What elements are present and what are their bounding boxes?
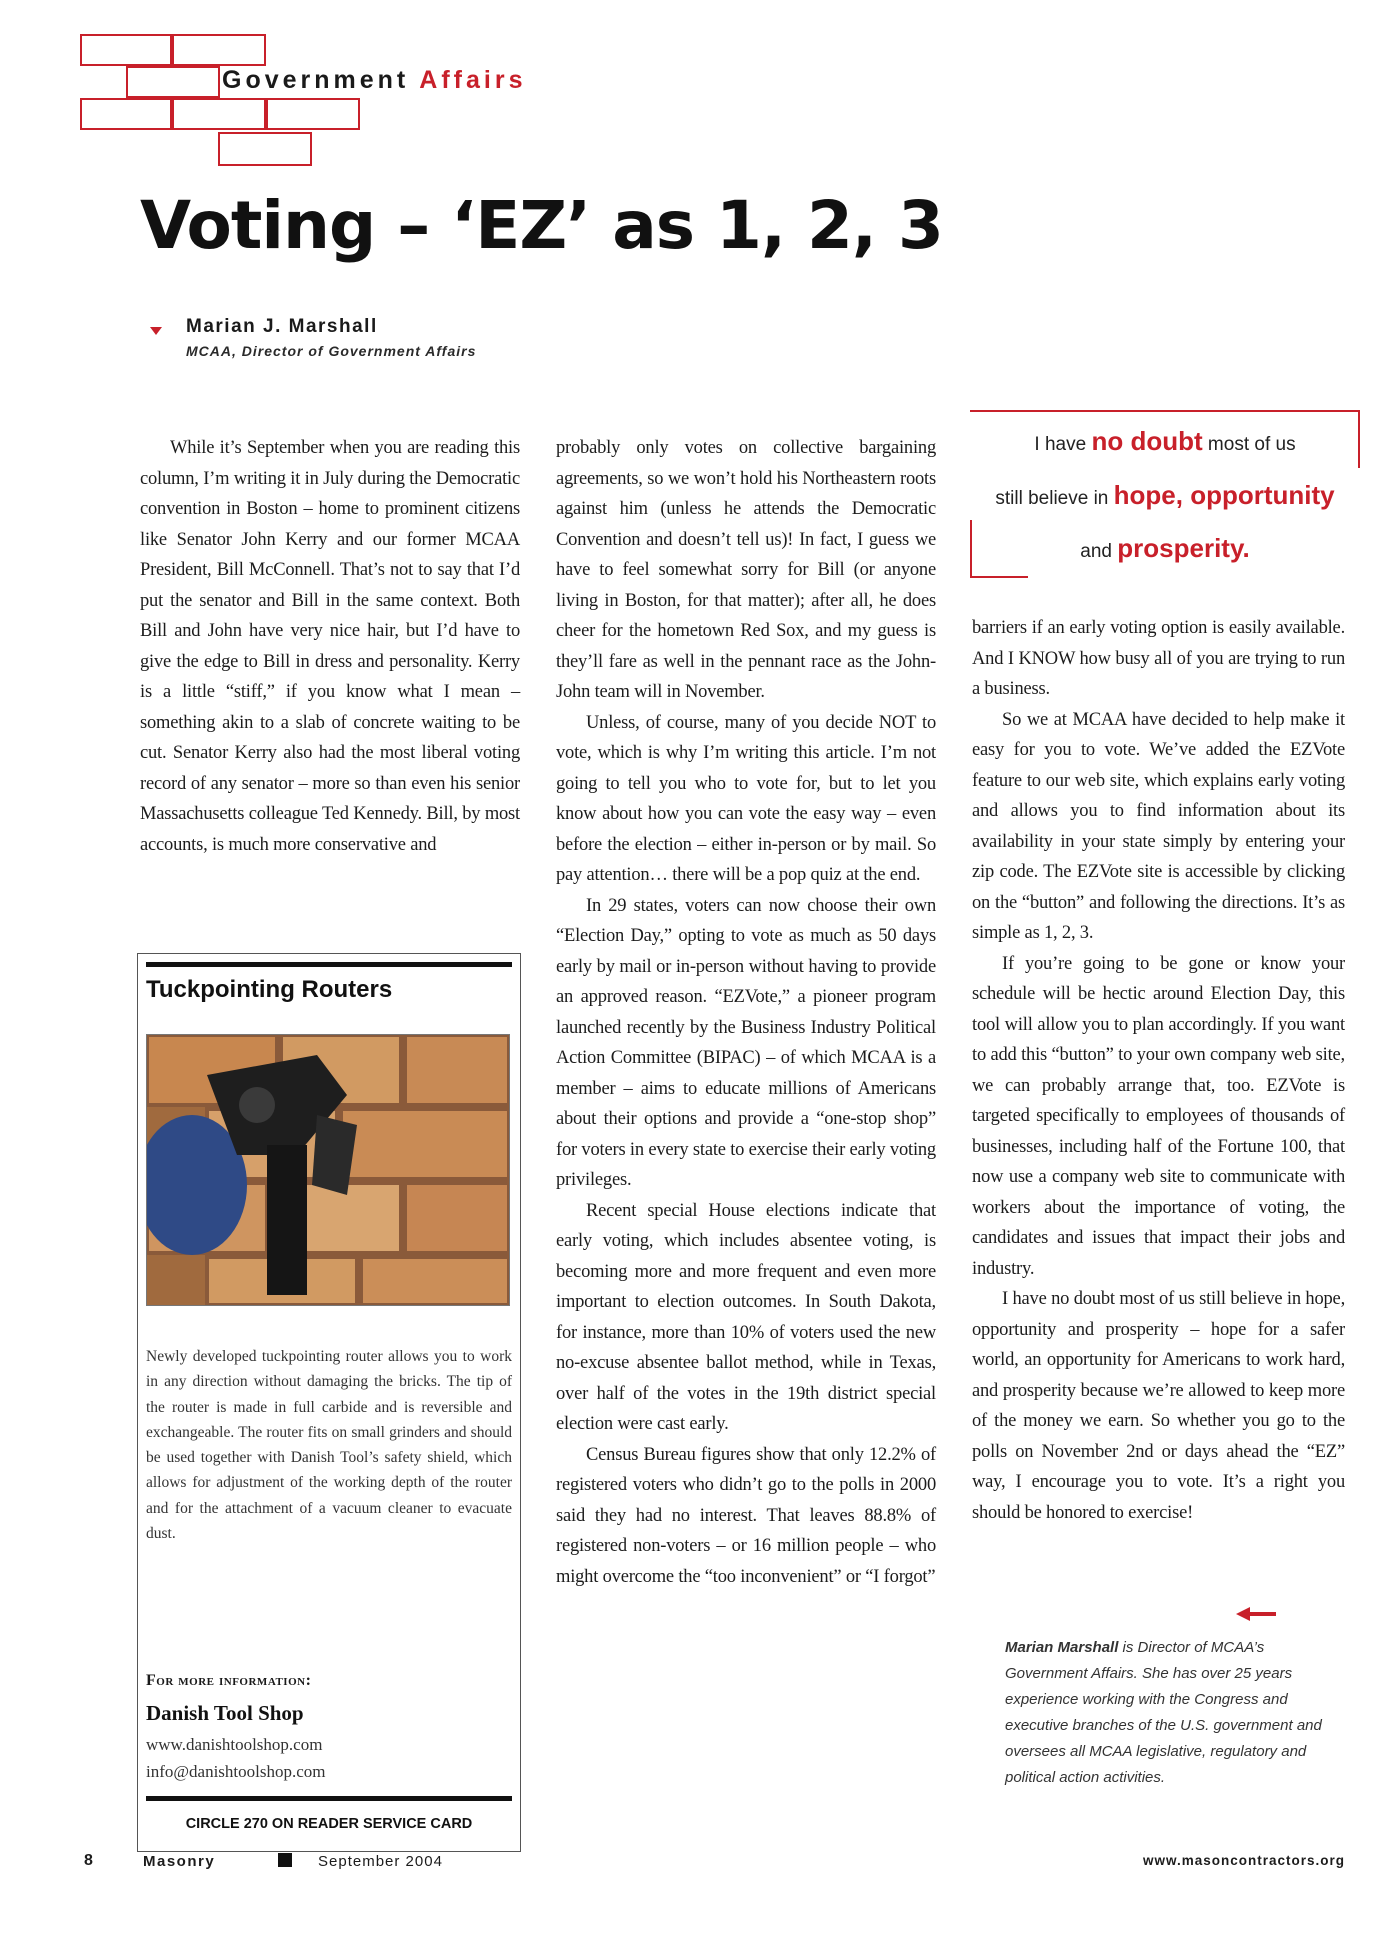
paragraph: Unless, of course, many of you decide NOT to vote, which is why I’m writing this article. I’m not going to tell you who to vote for, but to let you know about how you can vote the easy way – even before the election – either in-person or by mail. So pay attention… there will be a pop quiz at the end. [556, 712, 936, 885]
section-label-word: Government [222, 66, 410, 94]
footer-website-link[interactable]: www.masoncontractors.org [1142, 1853, 1345, 1868]
pull-quote-text: most of us [1202, 434, 1296, 455]
byline-arrow-icon [150, 327, 162, 335]
bio-text: is Director of MCAA’s Government Affairs. She has over 25 years experience working with the Congress and executive branches of the U.S. government and oversees all MCAA legislative, regulatory and political action activities. [1005, 1639, 1322, 1786]
pull-quote-border [970, 576, 1028, 578]
paragraph: barriers if an early voting option is easily available. And I KNOW how busy all of you are trying to run a business. [972, 618, 1345, 699]
section-label-accent: Affairs [419, 66, 527, 94]
pull-quote [970, 410, 1360, 578]
paragraph: While it’s September when you are reading this column, I’m writing it in July during the Democratic convention in Boston – home to prominent citizens like Senator John Kerry and our former MCAA President, Bill McConnell. That’s not to say that I’d put the senator and Bill in the same context. Both Bill and John have very nice hair, but I’d have to give the edge to Bill in dress and personality. Kerry is a little “stiff,” if you know what I mean – something akin to a slab of concrete waiting to be cut. Senator Kerry also had the most liberal voting record of any senator – more so than even his senior Massachusetts colleague Ted Kennedy. Bill, by most accounts, is much more conservative and [140, 438, 520, 855]
page-number: 8 [84, 1852, 93, 1869]
sidebar-rule [146, 962, 512, 967]
pull-quote-line [970, 533, 1360, 564]
author-bio [1005, 1635, 1345, 1791]
article-column-2 [556, 433, 936, 1592]
sidebar-rule [146, 1796, 512, 1801]
pull-quote-text: I have [1034, 434, 1092, 455]
pull-quote-border [970, 410, 1360, 412]
paragraph: In 29 states, voters can now choose their own “Election Day,” opting to vote as much as 50 days early by mail or in-person without having to provide an approved reason. “EZVote,” a pioneer program launched recently by the Business Industry Political Action Committee (BIPAC) – of which MCAA is a member – aims to educate millions of Americans about their options and provide a “one-stop shop” for voters in every state to exercise their early voting privileges. [556, 895, 936, 1190]
logo-brick [172, 98, 266, 130]
sidebar-title: Tuckpointing Routers [146, 976, 393, 1003]
magazine-name: Masonry [143, 1853, 216, 1870]
section-label [222, 66, 526, 95]
more-info-label: For more information: [146, 1672, 312, 1689]
paragraph: Recent special House elections indicate that early voting, which includes absentee voting, is becoming more and more frequent and even more important to election outcomes. In South Dakota, for instance, more than 10% of voters used the new no-excuse absentee ballot method, while in Texas, over half of the votes in the 19th district special election were cast early. [556, 1200, 936, 1434]
paragraph: Census Bureau figures show that only 12.2% of registered voters who didn’t go to the polls in 2000 said they had no interest. That leaves 88.8% of registered non-voters – or 16 million people – who might overcome the “too inconvenient” or “I forgot” [556, 1444, 936, 1587]
pull-quote-emphasis: no doubt [1091, 426, 1203, 456]
paragraph: If you’re going to be gone or know your schedule will be hectic around Election Day, this tool will allow you to plan accordingly. If you want to add this “button” to your own company web site, we can probably arrange that, too. EZVote is targeted specifically to employees of thousands of businesses, including half of the Fortune 100, that now use a company web site to communicate with workers about the importance of voting, the candidates and issues that impact their jobs and industry. [972, 953, 1345, 1279]
pull-quote-line [970, 426, 1360, 457]
logo-brick [80, 34, 172, 66]
pull-quote-text: still believe in [995, 488, 1114, 509]
paragraph: probably only votes on collective bargaining agreements, so we won’t hold his Northeastern roots against him (unless he attends the Democratic Convention and doesn’t tell us)! In fact, I guess we have to feel somewhat sorry for Bill (or anyone living in Boston, for that matter); after all, he does cheer for the hometown Red Sox, and my guess is they’ll fare as well in the pennant race as the John-John team will in November. [556, 438, 936, 702]
pull-quote-text: and [1080, 541, 1118, 562]
article-column-3 [972, 613, 1345, 1528]
issue-date: September 2004 [318, 1853, 443, 1870]
reader-service-note: CIRCLE 270 ON READER SERVICE CARD [185, 1816, 473, 1832]
bio-name: Marian Marshall [1005, 1639, 1119, 1656]
article-headline: Voting – ‘EZ’ as 1, 2, 3 [140, 187, 943, 264]
article-column-1 [140, 433, 520, 860]
logo-brick [126, 66, 220, 98]
logo-brick [172, 34, 266, 66]
paragraph: I have no doubt most of us still believe in hope, opportunity and prosperity – hope for a safer world, an opportunity for Americans to work hard, and prosperity because we’re allowed to keep more of the money we earn. So whether you go to the polls on November 2nd or days ahead the “EZ” way, I encourage you to vote. It’s a right you should be honored to exercise! [972, 1289, 1345, 1523]
logo-brick [80, 98, 172, 130]
company-email-link[interactable]: info@danishtoolshop.com [146, 1762, 326, 1781]
author-role: MCAA, Director of Government Affairs [186, 343, 477, 359]
logo-brick [218, 132, 312, 166]
footer-square-icon [278, 1853, 292, 1867]
end-mark-arrow-icon [1236, 1606, 1278, 1622]
product-sidebar [137, 953, 521, 1852]
company-website-link[interactable]: www.danishtoolshop.com [146, 1735, 323, 1754]
pull-quote-emphasis: prosperity. [1117, 533, 1250, 563]
logo-brick [266, 98, 360, 130]
paragraph: So we at MCAA have decided to help make it easy for you to vote. We’ve added the EZVote feature to our web site, which explains early voting and allows you to find information about its availability in your state simply by entering your zip code. The EZVote site is accessible by clicking on the “button” and following the directions. It’s as simple as 1, 2, 3. [972, 709, 1345, 943]
sidebar-caption: Newly developed tuckpointing router allows you to work in any direction without damaging the bricks. The tip of the router is made in full carbide and is reversible and exchangeable. The router fits on small grinders and should be used together with Danish Tool’s safety shield, which allows for adjustment of the working depth of the router and for the attachment of a vacuum cleaner to evacuate dust. [146, 1348, 512, 1543]
company-name: Danish Tool Shop [146, 1701, 304, 1725]
author-name: Marian J. Marshall [186, 316, 378, 337]
pull-quote-line [970, 480, 1360, 511]
pull-quote-emphasis: hope, opportunity [1113, 480, 1335, 510]
tuckpointing-router-photo [146, 1034, 510, 1306]
